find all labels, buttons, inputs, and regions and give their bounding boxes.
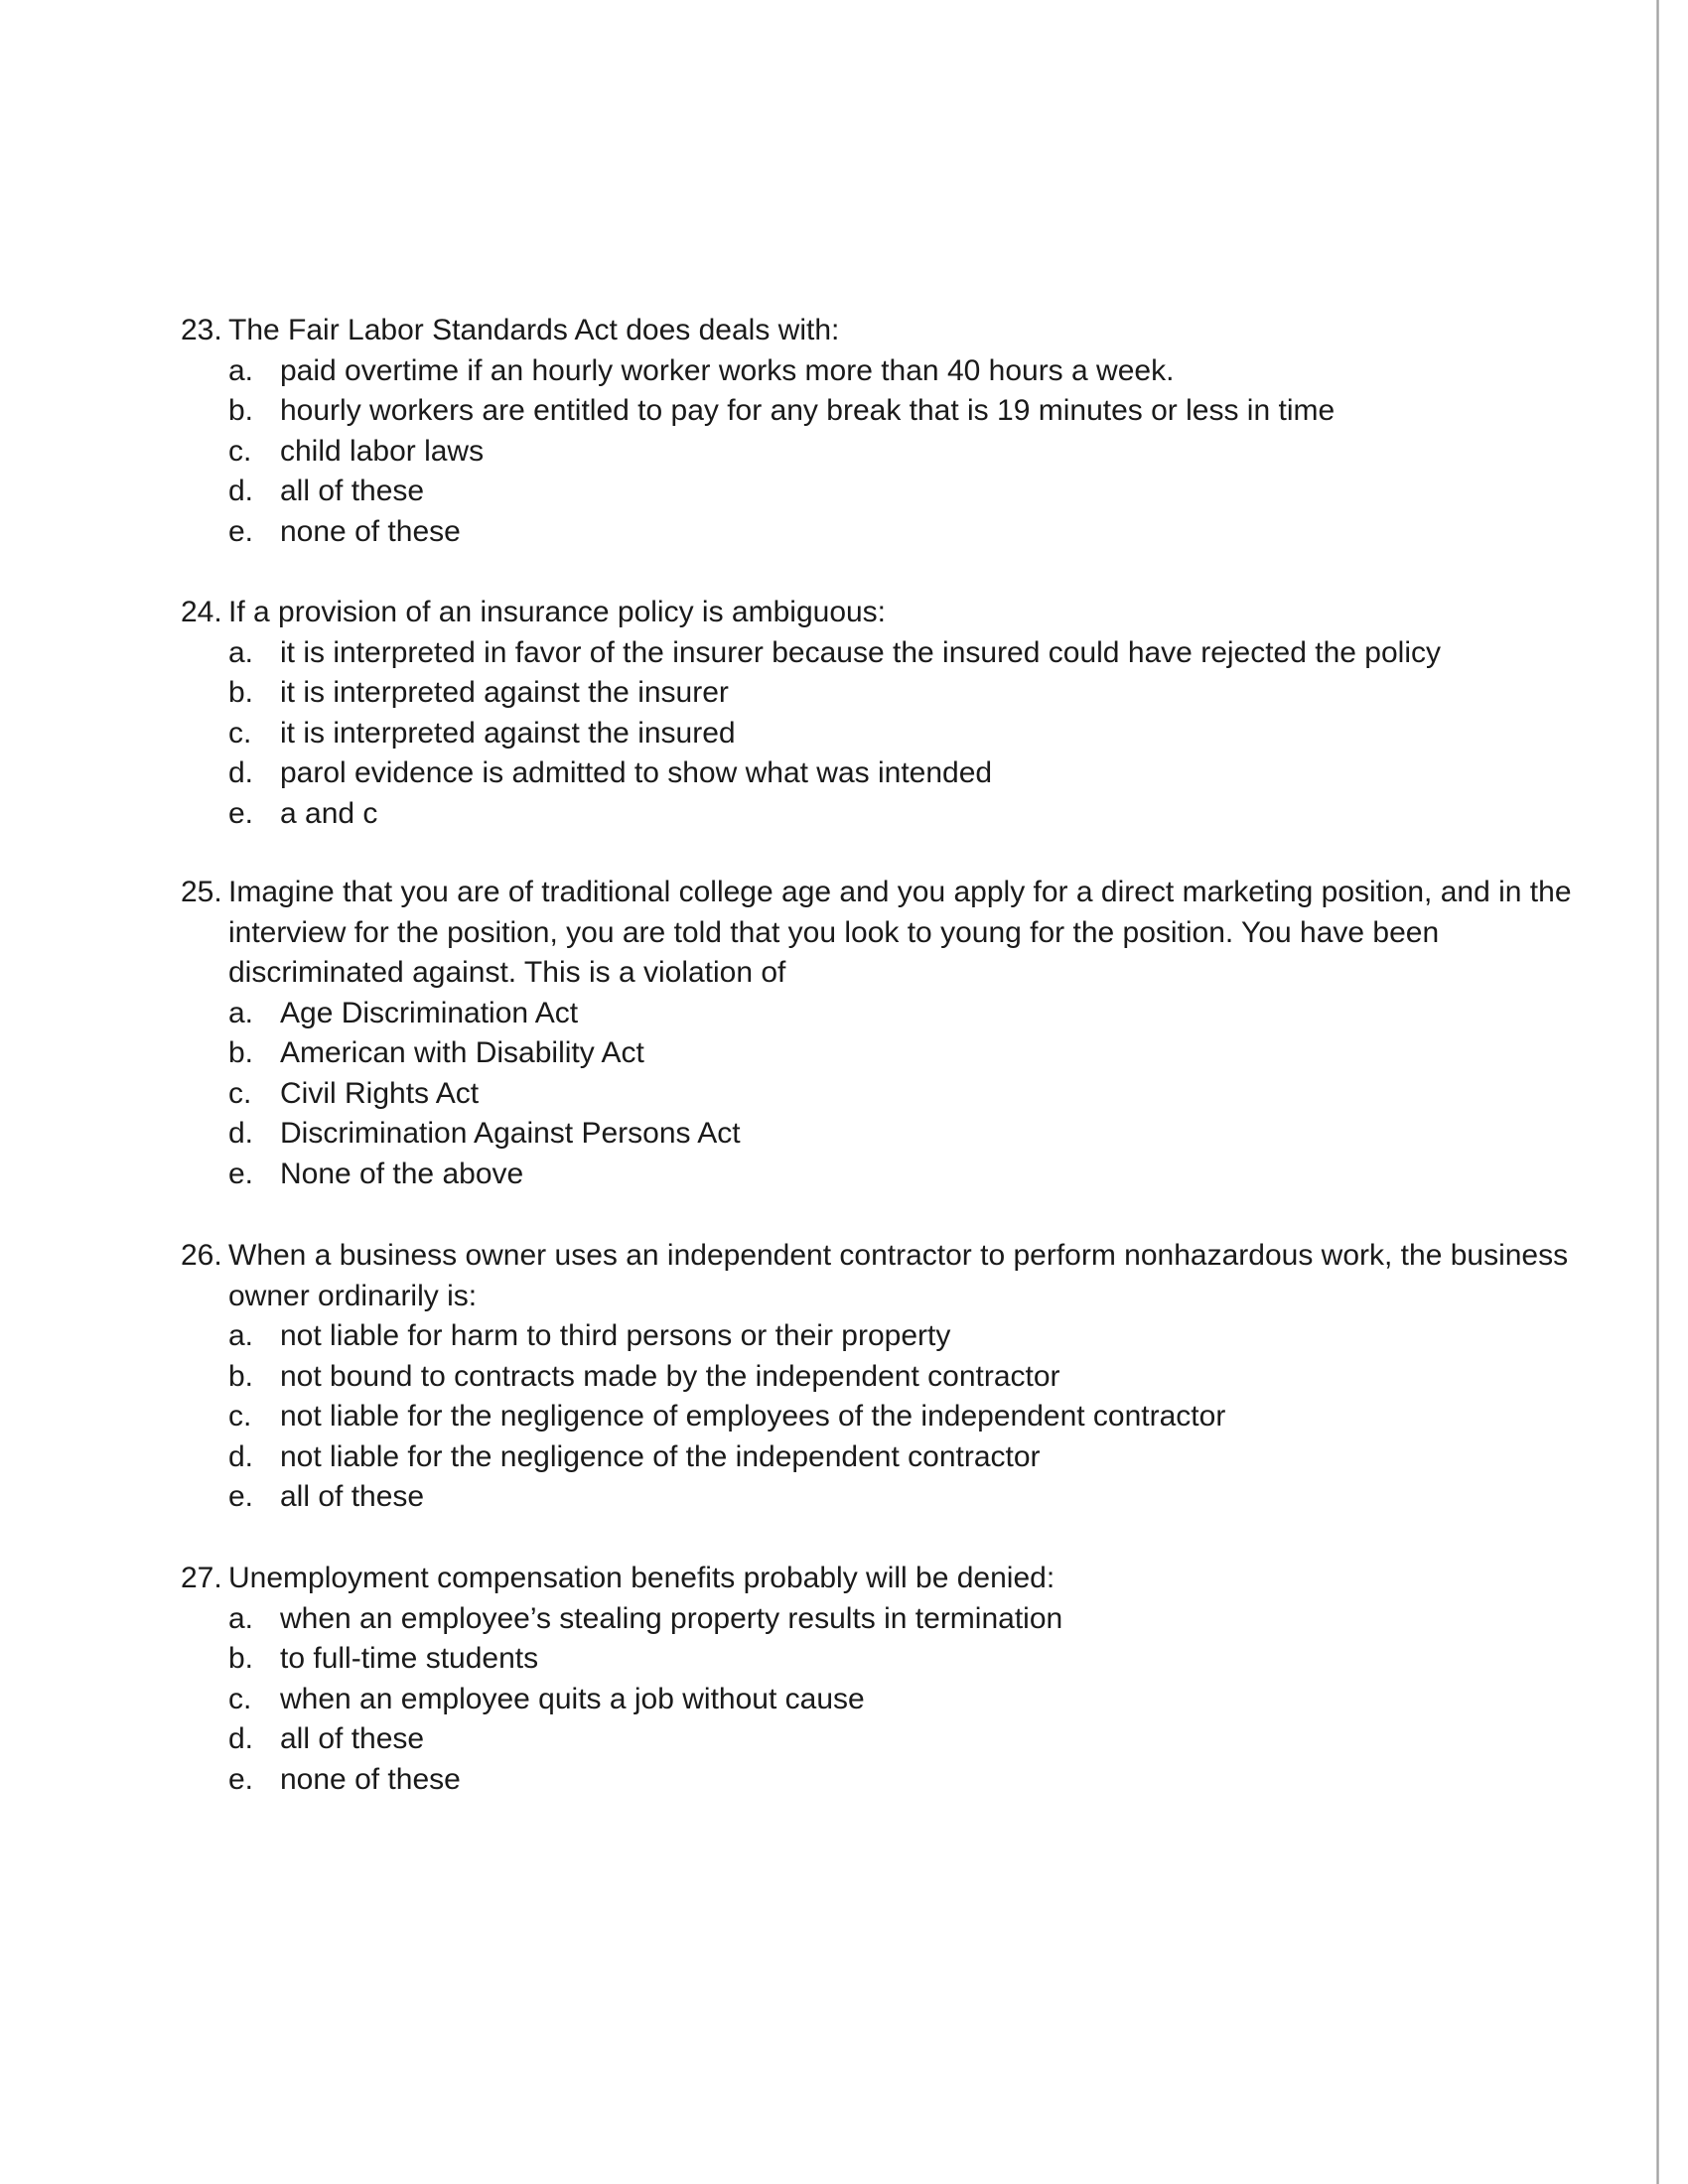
option-b	[181, 1357, 1611, 1398]
question-text: Unemployment compensation benefits probably will be denied:	[228, 1562, 1055, 1594]
question-text: The Fair Labor Standards Act does deals with:	[228, 314, 840, 346]
question-stem	[181, 593, 1611, 633]
option-letter: c.	[228, 1682, 252, 1715]
option-letter: b.	[228, 1642, 254, 1675]
option-c	[181, 1680, 1611, 1720]
option-letter: d.	[228, 1722, 254, 1755]
option-letter: b.	[228, 394, 254, 427]
option-text: all of these	[280, 1480, 425, 1513]
answer-options	[181, 351, 1611, 553]
question-stem	[181, 1236, 1611, 1316]
option-a	[181, 1316, 1611, 1357]
option-letter: d.	[228, 756, 254, 789]
option-b	[181, 1639, 1611, 1680]
option-letter: b.	[228, 676, 254, 709]
answer-options	[181, 1599, 1611, 1801]
option-letter: e.	[228, 1157, 254, 1190]
option-e	[181, 794, 1611, 835]
option-d	[181, 1719, 1611, 1760]
question-stem	[181, 1559, 1611, 1599]
option-b	[181, 391, 1611, 432]
option-letter: c.	[228, 1076, 252, 1110]
option-c	[181, 1397, 1611, 1437]
option-d	[181, 472, 1611, 512]
question-stem	[181, 311, 1611, 351]
option-text: None of the above	[280, 1157, 524, 1190]
question-26	[181, 1236, 1611, 1518]
option-text: none of these	[280, 514, 461, 548]
option-text: American with Disability Act	[280, 1036, 644, 1069]
question-number: 27.	[181, 1562, 222, 1594]
question-text: Imagine that you are of traditional college age and you apply for a direct marketing position, and in the interview for the position, you are told that you look to young for the position. You have been discriminated against. This is a violation of	[228, 876, 1572, 989]
question-text: When a business owner uses an independent contractor to perform nonhazardous work, the business owner ordinarily is:	[228, 1239, 1569, 1312]
option-c	[181, 1074, 1611, 1115]
option-text: it is interpreted against the insured	[280, 716, 736, 750]
option-text: Age Discrimination Act	[280, 996, 579, 1029]
option-text: all of these	[280, 1722, 425, 1755]
option-text: when an employee’s stealing property results in termination	[280, 1601, 1063, 1635]
option-text: it is interpreted in favor of the insurer because the insured could have rejected the policy	[280, 635, 1442, 669]
option-text: all of these	[280, 475, 425, 507]
option-e	[181, 512, 1611, 553]
option-letter: a.	[228, 1319, 254, 1352]
option-b	[181, 673, 1611, 714]
option-letter: a.	[228, 635, 254, 669]
question-27	[181, 1559, 1611, 1800]
option-d	[181, 1437, 1611, 1478]
option-b	[181, 1033, 1611, 1074]
option-text: not liable for the negligence of the independent contractor	[280, 1439, 1041, 1473]
scan-edge-line	[1656, 0, 1659, 2184]
option-text: not liable for harm to third persons or their property	[280, 1319, 951, 1352]
answer-options	[181, 633, 1611, 835]
option-text: hourly workers are entitled to pay for any break that is 19 minutes or less in time	[280, 394, 1336, 427]
option-text: parol evidence is admitted to show what was intended	[280, 756, 993, 789]
question-stem	[181, 873, 1611, 994]
option-text: it is interpreted against the insurer	[280, 676, 729, 709]
question-25	[181, 873, 1611, 1194]
option-e	[181, 1155, 1611, 1195]
option-text: none of these	[280, 1762, 461, 1796]
option-letter: c.	[228, 716, 252, 750]
option-letter: a.	[228, 1601, 254, 1635]
option-a	[181, 351, 1611, 392]
question-number: 25.	[181, 876, 222, 908]
answer-options	[181, 994, 1611, 1195]
option-letter: b.	[228, 1036, 254, 1069]
option-letter: e.	[228, 514, 254, 548]
question-text: If a provision of an insurance policy is ambiguous:	[228, 596, 887, 628]
option-text: Civil Rights Act	[280, 1076, 480, 1110]
option-c	[181, 432, 1611, 473]
option-letter: d.	[228, 1439, 254, 1473]
option-letter: e.	[228, 796, 254, 830]
option-text: when an employee quits a job without cause	[280, 1682, 865, 1715]
option-d	[181, 1114, 1611, 1155]
option-text: a and c	[280, 796, 378, 830]
question-24	[181, 593, 1611, 834]
option-text: paid overtime if an hourly worker works more than 40 hours a week.	[280, 353, 1175, 387]
question-23	[181, 311, 1611, 552]
option-a	[181, 633, 1611, 674]
option-text: to full-time students	[280, 1642, 539, 1675]
option-a	[181, 1599, 1611, 1640]
answer-options	[181, 1316, 1611, 1518]
option-text: Discrimination Against Persons Act	[280, 1117, 741, 1150]
question-number: 24.	[181, 596, 222, 628]
option-e	[181, 1760, 1611, 1801]
option-c	[181, 714, 1611, 754]
option-letter: e.	[228, 1480, 254, 1513]
option-text: child labor laws	[280, 434, 485, 468]
question-number: 23.	[181, 314, 222, 346]
option-letter: b.	[228, 1359, 254, 1393]
option-text: not bound to contracts made by the independent contractor	[280, 1359, 1060, 1393]
option-letter: c.	[228, 1400, 252, 1433]
question-number: 26.	[181, 1239, 222, 1272]
option-a	[181, 994, 1611, 1034]
option-letter: d.	[228, 475, 254, 507]
option-text: not liable for the negligence of employees of the independent contractor	[280, 1400, 1226, 1433]
option-e	[181, 1477, 1611, 1518]
option-letter: d.	[228, 1117, 254, 1150]
option-d	[181, 753, 1611, 794]
option-letter: e.	[228, 1762, 254, 1796]
option-letter: a.	[228, 353, 254, 387]
option-letter: a.	[228, 996, 254, 1029]
option-letter: c.	[228, 434, 252, 468]
